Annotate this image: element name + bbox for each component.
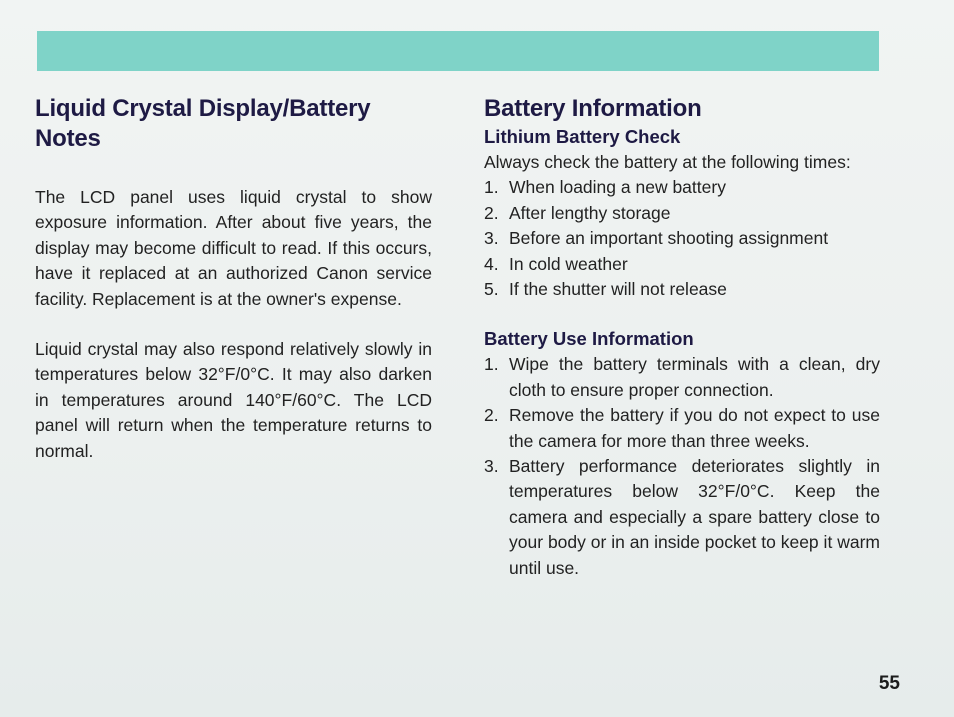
battery-use-heading: Battery Use Information [484, 328, 694, 350]
list-item: 2. After lengthy storage [484, 202, 671, 223]
list-item: 5. If the shutter will not release [484, 279, 727, 300]
check-intro: Always check the battery at the following times: [484, 152, 851, 172]
page-number: 55 [878, 673, 900, 694]
list-item: 3. Battery performance deteriorates slightly in temperatures below 32°F/0°C. Keep the camera and especially a spare battery close to your body or in an inside pocket to keep it warm until use. [484, 456, 880, 578]
left-column [35, 94, 432, 464]
lcd-notes-title: Liquid Crystal Display/Battery Notes [35, 95, 371, 152]
header-color-band [37, 31, 879, 71]
use-list [484, 352, 880, 581]
lithium-check-heading: Lithium Battery Check [484, 126, 681, 147]
list-item: 2. Remove the battery if you do not expect to use the camera for more than three weeks. [484, 405, 880, 451]
battery-info-title: Battery Information [484, 95, 702, 122]
check-list [484, 175, 880, 302]
right-column [484, 94, 880, 581]
lcd-paragraph-2: Liquid crystal may also respond relatively slowly in temperatures below 32°F/0°C. It may also darken in temperatures around 140°F/60°C. The LCD panel will return when the temperature returns to normal. [35, 339, 432, 461]
list-item: 1. When loading a new battery [484, 177, 726, 198]
list-item: 4. In cold weather [484, 253, 628, 274]
list-item: 1. Wipe the battery terminals with a clean, dry cloth to ensure proper connection. [484, 354, 880, 400]
lcd-paragraph-1: The LCD panel uses liquid crystal to show exposure information. After about five years, the display may become difficult to read. If this occurs, have it replaced at an authorized Canon service facility. Replacement is at the owner's expense. [35, 187, 432, 309]
list-item: 3. Before an important shooting assignment [484, 228, 829, 249]
